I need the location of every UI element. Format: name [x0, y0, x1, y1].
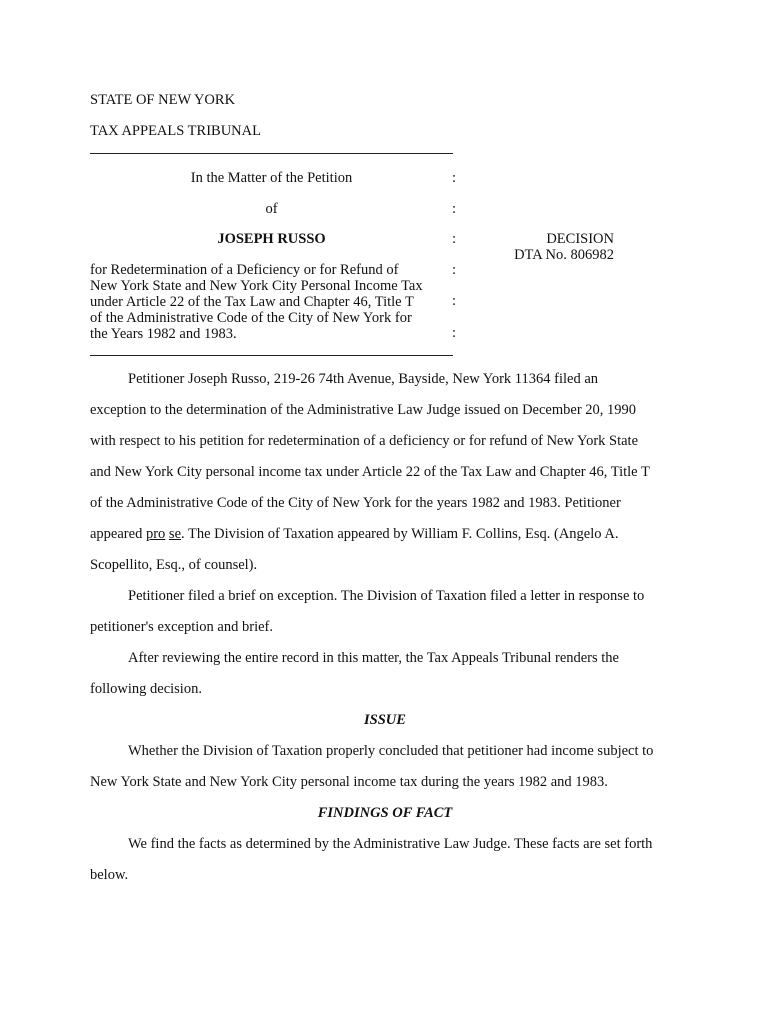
state-heading: STATE OF NEW YORK: [90, 92, 236, 108]
of-line: of: [265, 201, 278, 217]
body-line: below.: [90, 867, 129, 883]
body-line: with respect to his petition for redetermination of a deficiency or for refund of New York State: [90, 433, 639, 449]
tribunal-heading: TAX APPEALS TRIBUNAL: [90, 123, 261, 139]
caption-colon: :: [452, 170, 457, 186]
relief-line: for Redetermination of a Deficiency or for Refund of: [90, 262, 399, 278]
findings-heading: FINDINGS OF FACT: [317, 805, 453, 821]
body-line: and New York City personal income tax under Article 22 of the Tax Law and Chapter 46, Title T: [90, 464, 650, 480]
caption-colon: :: [452, 201, 457, 217]
caption-colon: :: [452, 293, 457, 309]
decision-label: DECISION: [546, 231, 614, 247]
decision-block: [500, 231, 614, 263]
body-line: exception to the determination of the Administrative Law Judge issued on December 20, 1990: [90, 402, 637, 418]
body-line: petitioner's exception and brief.: [90, 619, 273, 635]
body-line: Whether the Division of Taxation properly concluded that petitioner had income subject to: [128, 743, 654, 759]
body-line: Petitioner Joseph Russo, 219-26 74th Avenue, Bayside, New York 11364 filed an: [128, 371, 599, 387]
body-text: appeared: [90, 526, 146, 542]
body-line: We find the facts as determined by the Administrative Law Judge. These facts are set forth: [128, 836, 653, 852]
caption-colon: :: [452, 262, 457, 278]
caption-bottom-rule: [90, 355, 453, 356]
dta-number: DTA No. 806982: [514, 247, 614, 263]
body-line: New York State and New York City personal income tax during the years 1982 and 1983.: [90, 774, 608, 790]
issue-heading: ISSUE: [364, 712, 406, 728]
pro-se-term: se: [168, 526, 182, 542]
body-line: following decision.: [90, 681, 202, 697]
caption-colon: :: [452, 325, 457, 341]
body-text: . The Division of Taxation appeared by William F. Collins, Esq. (Angelo A.: [181, 526, 619, 542]
relief-description: [90, 262, 450, 342]
caption-colon: :: [452, 231, 457, 247]
relief-line: New York State and New York City Personal Income Tax: [90, 278, 423, 294]
body-line: of the Administrative Code of the City of New York for the years 1982 and 1983. Petitioner: [90, 495, 621, 511]
body-line: After reviewing the entire record in this matter, the Tax Appeals Tribunal renders the: [128, 650, 619, 666]
body-line: Petitioner filed a brief on exception. The Division of Taxation filed a letter in response to: [128, 588, 645, 604]
body-line: [90, 526, 618, 543]
relief-line: the Years 1982 and 1983.: [90, 326, 237, 342]
body-line: Scopellito, Esq., of counsel).: [90, 557, 258, 573]
petitioner-name: JOSEPH RUSSO: [217, 231, 326, 247]
relief-line: under Article 22 of the Tax Law and Chapter 46, Title T: [90, 294, 414, 310]
matter-line: In the Matter of the Petition: [190, 170, 353, 186]
caption-top-rule: [90, 153, 453, 154]
pro-se-term: pro: [145, 526, 166, 542]
relief-line: of the Administrative Code of the City of New York for: [90, 310, 412, 326]
